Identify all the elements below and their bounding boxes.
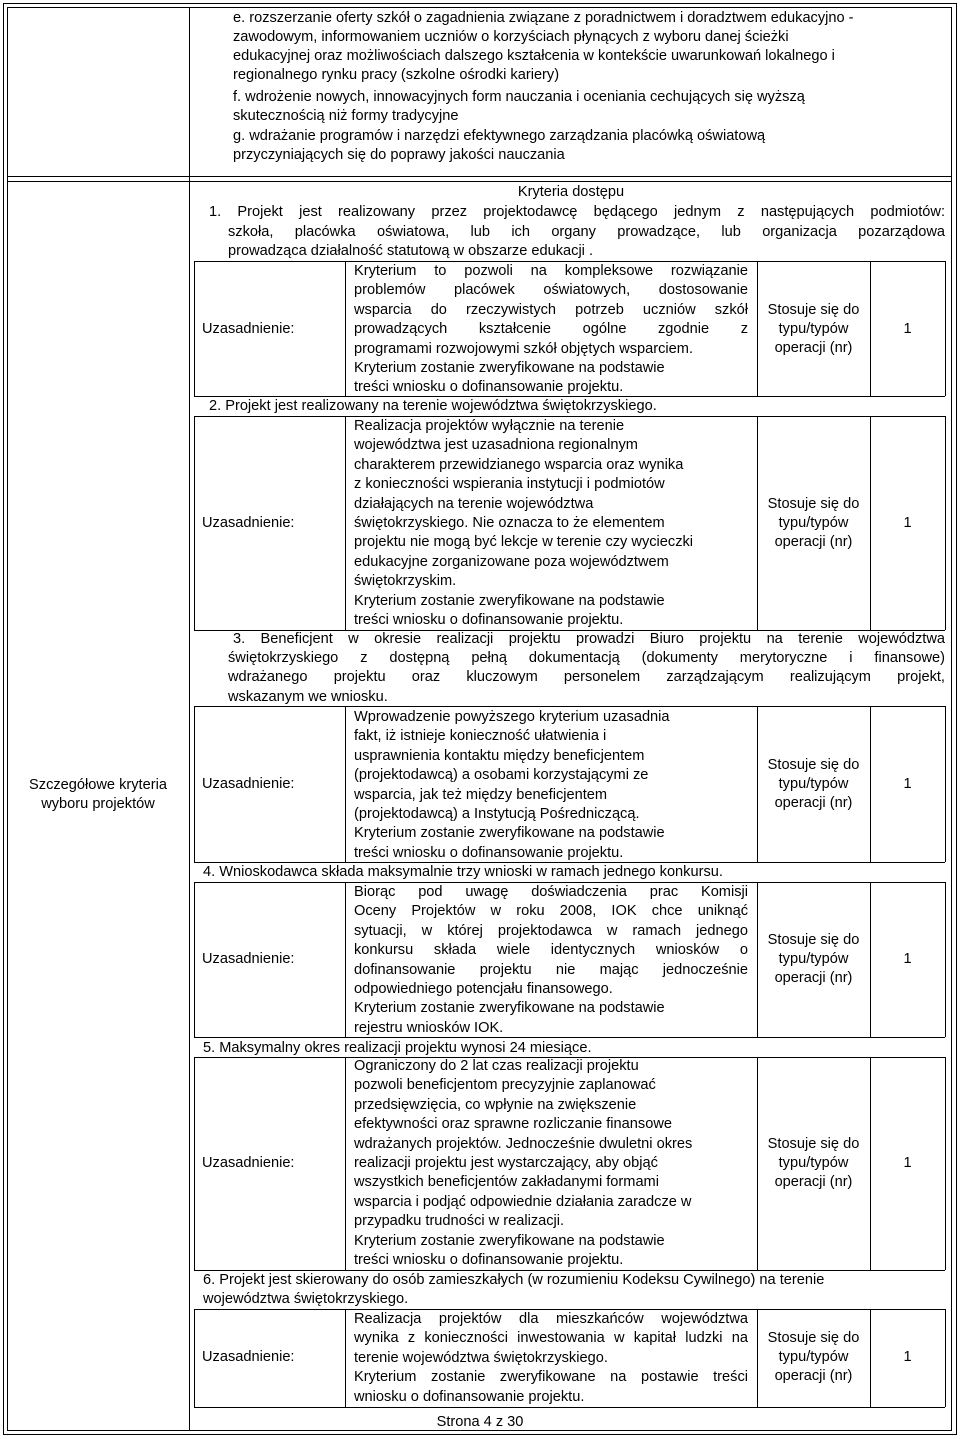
justification-line: programami rozwojowymi szkół objętych wsparciem. (354, 340, 693, 357)
justification-line: Kryterium zostanie zweryfikowane na podstawie (354, 825, 665, 842)
justification-line: świętokrzyskim. (354, 573, 457, 590)
applies-to-operation-label: typu/typów (778, 515, 849, 531)
row-col-line (194, 261, 195, 396)
uzasadnienie-label: Uzasadnienie: (202, 515, 295, 531)
row-col-line (345, 261, 346, 396)
justification-line: (projektodawcą) a osobami korzystającymi ze (354, 767, 649, 784)
row-bottom-line (194, 1037, 945, 1038)
applies-to-operation-label: operacji (nr) (774, 340, 853, 357)
justification-line: wsparcia do rzeczywistych potrzeb uczniów szkół (354, 301, 748, 318)
criterion-heading-line: szkoła, placówka oświatowa, lub ich organy prowadzące, lub organizacja pozarządowa (228, 224, 945, 240)
justification-line: problemów placówek oświatowych, dostosowanie (354, 282, 748, 299)
applies-to-operation-label: typu/typów (778, 951, 849, 967)
row-col-line (945, 416, 946, 630)
operation-number: 1 (903, 776, 912, 792)
criterion-heading-line: 3. Beneficjent w okresie realizacji projektu prowadzi Biuro projektu na terenie województwa (233, 631, 945, 647)
applies-to-operation-label: operacji (nr) (774, 795, 853, 812)
row-col-line (945, 1309, 946, 1407)
justification-line: treści wniosku o dofinansowanie projektu. (354, 844, 624, 861)
justification-line: konkursu składa wiele identycznych wniosków o (354, 942, 748, 959)
left-label-line-1: Szczegółowe kryteria (29, 777, 167, 793)
applies-to-operation-label: operacji (nr) (774, 1174, 853, 1191)
row-col-line (945, 706, 946, 862)
row-col-line (945, 1057, 946, 1270)
justification-line: charakterem przewidzianego wsparcia oraz wynika (354, 456, 684, 473)
section-divider (7, 176, 952, 177)
row-col-line (945, 261, 946, 396)
applies-to-operation-label: typu/typów (778, 321, 849, 337)
justification-line: projektu nie mogą być lekcje w terenie czy wycieczki (354, 534, 694, 551)
right-divider (951, 7, 952, 1431)
operation-number: 1 (903, 1349, 912, 1365)
justification-line: województwa jest uzasadniona regionalnym (354, 437, 638, 454)
justification-line: treści wniosku o dofinansowanie projektu. (354, 379, 624, 396)
justification-line: fakt, iż istnieje konieczność ułatwienia i (354, 728, 607, 745)
top-line: g. wdrażanie programów i narzędzi efektywnego zarządzania placówką oświatową (233, 128, 766, 144)
criterion-heading-line: wdrażanego projektu oraz kluczowym personelem zarządzającym realizującym projekt, (228, 669, 945, 685)
justification-line: rejestru wniosków IOK. (354, 1019, 504, 1036)
left-label (10, 776, 186, 815)
row-col-line (945, 882, 946, 1037)
justification-line: Kryterium zostanie zweryfikowane na podstawie (354, 592, 665, 609)
section-divider-2 (7, 181, 952, 182)
uzasadnienie-label: Uzasadnienie: (202, 1155, 295, 1171)
justification-line: przedsięwzięcia, co wpłynie na zwiększenie (354, 1096, 637, 1113)
top-line: zawodowym, informowaniem uczniów o korzyściach płynących z wyboru danej ścieżki (233, 29, 789, 45)
uzasadnienie-label: Uzasadnienie: (202, 321, 295, 337)
applies-to-operation-label: operacji (nr) (774, 534, 853, 551)
justification-line: z konieczności wspierania instytucji i podmiotów (354, 476, 665, 493)
justification-line: wdrażanych projektów. Jednocześnie dwuletni okres (354, 1135, 693, 1152)
row-col-line (194, 882, 195, 1037)
outer-divider (7, 7, 8, 1431)
justification-line: wniosku o dofinansowanie projektu. (354, 1388, 585, 1405)
row-col-line (345, 706, 346, 862)
section-title: Kryteria dostępu (517, 184, 625, 200)
criterion-heading-line: 6. Projekt jest skierowany do osób zamieszkałych (w rozumieniu Kodeksu Cywilnego) na terenie (203, 1272, 825, 1288)
justification-line: świętokrzyskiego. Nie oznacza to że elementem (354, 515, 665, 531)
justification-line: Kryterium zostanie zweryfikowane na podstawie (354, 1000, 665, 1017)
applies-to-operation-label: operacji (nr) (774, 970, 853, 987)
justification-line: edukacyjne zorganizowane poza województwem (354, 553, 669, 570)
justification-line: Realizacja projektów dla mieszkańców województwa (354, 1311, 748, 1327)
applies-to-operation-label: typu/typów (778, 776, 849, 792)
applies-to-operation-label: Stosuje się do (767, 931, 860, 948)
row-bottom-line (194, 1407, 945, 1408)
criterion-heading-line: wskazanym we wniosku. (228, 689, 388, 705)
justification-line: Kryterium to pozwoli na kompleksowe rozwiązanie (354, 263, 748, 279)
applies-to-operation-label: Stosuje się do (767, 1329, 860, 1346)
justification-line: pozwoli beneficjentom precyzyjnie zaplanować (354, 1077, 656, 1094)
justification-line: (projektodawcą) a Instytucją Pośredniczącą. (354, 806, 640, 822)
row-col-line (194, 1309, 195, 1407)
applies-to-operation-label: Stosuje się do (767, 756, 860, 773)
top-line: edukacyjnej oraz możliwościach dalszego kształcenia w kontekście uwarunkowań lokalnego i (233, 48, 835, 64)
uzasadnienie-label: Uzasadnienie: (202, 951, 295, 967)
top-line: regionalnego rynku pracy (szkolne ośrodki kariery) (233, 67, 560, 83)
uzasadnienie-label: Uzasadnienie: (202, 776, 295, 792)
justification-line: wsparcia, jak też między beneficjentem (354, 786, 608, 803)
justification-line: Oceny Projektów w roku 2008, IOK chce uniknąć (354, 903, 748, 920)
justification-line: Ograniczony do 2 lat czas realizacji projektu (354, 1058, 639, 1074)
justification-line: prowadzących kształcenie ogólne zgodnie z (354, 321, 748, 338)
justification-line: wynika z konieczności inwestowania w kapitał ludzki na (354, 1330, 748, 1347)
row-col-line (194, 1057, 195, 1270)
row-col-line (194, 706, 195, 862)
justification-line: Kryterium zostanie zweryfikowane na podstawie (354, 1232, 665, 1249)
top-line: przyczyniających się do poprawy jakości nauczania (233, 147, 565, 163)
justification-line: efektywności oraz sprawne rozliczanie finansowe (354, 1116, 672, 1133)
justification-line: Wprowadzenie powyższego kryterium uzasadnia (354, 709, 670, 725)
applies-to-operation-label: Stosuje się do (767, 1135, 860, 1152)
top-line: e. rozszerzanie oferty szkół o zagadnienia związane z poradnictwem i doradztwem edukacyjno - (233, 10, 854, 26)
top-border (7, 7, 952, 8)
justification-line: odpowiedniego potencjału finansowego. (354, 981, 613, 997)
criterion-heading-line: świętokrzyskiego z dostępną pełną dokumentacją (dokumenty merytoryczne i finansowe) (228, 650, 945, 666)
criterion-heading-line: 2. Projekt jest realizowany na terenie województwa świętokrzyskiego. (209, 398, 657, 414)
row-col-line (345, 1309, 346, 1407)
row-col-line (345, 416, 346, 630)
row-col-line (345, 1057, 346, 1270)
justification-line: Realizacja projektów wyłącznie na terenie (354, 418, 625, 434)
top-line: skutecznością niż formy tradycyjne (233, 108, 459, 124)
justification-line: Biorąc pod uwagę doświadczenia prac Komisji (354, 884, 748, 900)
row-col-line (194, 416, 195, 630)
criterion-heading-line: województwa świętokrzyskiego. (203, 1291, 409, 1307)
applies-to-operation-label: operacji (nr) (774, 1368, 853, 1385)
criterion-heading-line: prowadząca działalność statutową w obszarze edukacji . (228, 243, 594, 259)
column-divider (189, 7, 190, 1431)
criterion-heading-line: 1. Projekt jest realizowany przez projektodawcę będącego jednym z następujących podmiotów: (209, 204, 945, 220)
criterion-heading-line: 5. Maksymalny okres realizacji projektu wynosi 24 miesiące. (203, 1040, 592, 1056)
justification-line: realizacji projektu jest wystarczający, aby objąć (354, 1155, 658, 1171)
operation-number: 1 (903, 1155, 912, 1171)
justification-line: treści wniosku o dofinansowanie projektu. (354, 1252, 624, 1268)
justification-line: terenie województwa świętokrzyskiego. (354, 1349, 608, 1366)
justification-line: Kryterium zostanie zweryfikowane na podstawie (354, 360, 665, 376)
uzasadnienie-label: Uzasadnienie: (202, 1349, 295, 1365)
operation-number: 1 (903, 951, 912, 967)
applies-to-operation-label: typu/typów (778, 1155, 849, 1171)
row-col-line (345, 882, 346, 1037)
page-footer: Strona 4 z 30 (436, 1414, 524, 1430)
applies-to-operation-label: Stosuje się do (767, 495, 860, 512)
justification-line: usprawnienia kontaktu między beneficjentem (354, 747, 645, 764)
justification-line: sytuacji, w której projektodawca w ramach jednego (354, 922, 748, 939)
applies-to-operation-label: typu/typów (778, 1349, 849, 1365)
applies-to-operation-label: Stosuje się do (767, 301, 860, 318)
justification-line: dofinansowanie projektu nie mając jednocześnie (354, 961, 748, 978)
top-line: f. wdrożenie nowych, innowacyjnych form nauczania i oceniania cechujących się wyższą (233, 89, 805, 105)
justification-line: Kryterium zostanie zweryfikowane na postawie treści (354, 1369, 748, 1386)
justification-line: wszystkich beneficjentów zakładanymi formami (354, 1174, 659, 1191)
operation-number: 1 (903, 321, 912, 337)
justification-line: wsparcia i podjąć odpowiednie działania zaradcze w (354, 1193, 692, 1210)
left-label-line-2: wyboru projektów (41, 796, 155, 813)
justification-line: treści wniosku o dofinansowanie projektu. (354, 612, 624, 628)
justification-line: przypadku trudności w realizacji. (354, 1213, 565, 1230)
justification-line: działających na terenie województwa (354, 495, 594, 512)
operation-number: 1 (903, 515, 912, 531)
criterion-heading-line: 4. Wnioskodawca składa maksymalnie trzy wnioski w ramach jednego konkursu. (203, 864, 723, 880)
